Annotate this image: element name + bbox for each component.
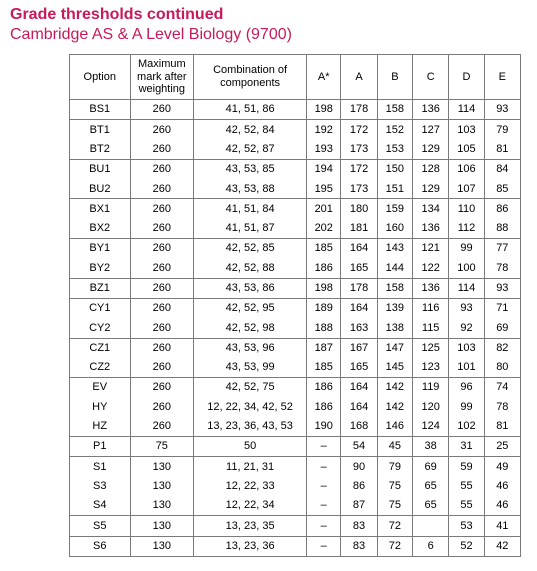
table-row	[70, 258, 521, 278]
cell-grade-b: 72	[377, 516, 412, 536]
table-row	[70, 318, 521, 338]
cell-grade-c: 134	[413, 199, 449, 219]
cell-grade-b: 79	[377, 457, 412, 477]
cell-grade-b: 142	[377, 378, 412, 398]
cell-maximum-mark: 260	[130, 159, 194, 179]
cell-grade-b: 158	[377, 278, 412, 298]
table-row	[70, 219, 521, 239]
cell-grade-a: 54	[341, 437, 377, 457]
cell-maximum-mark: 260	[130, 378, 194, 398]
cell-grade-a: 180	[341, 199, 377, 219]
cell-grade-a-star: 186	[307, 378, 341, 398]
cell-option: S6	[70, 536, 131, 556]
cell-grade-a-star: 201	[307, 199, 341, 219]
cell-grade-b: 142	[377, 397, 412, 416]
cell-maximum-mark: 260	[130, 358, 194, 378]
cell-grade-b: 158	[377, 100, 412, 120]
cell-combination: 42, 52, 75	[194, 378, 307, 398]
cell-grade-a: 173	[341, 179, 377, 199]
cell-maximum-mark: 130	[130, 496, 194, 516]
cell-combination: 43, 53, 86	[194, 278, 307, 298]
cell-combination: 42, 52, 95	[194, 298, 307, 318]
table-row	[70, 159, 521, 179]
cell-maximum-mark: 260	[130, 258, 194, 278]
cell-grade-a-star: 195	[307, 179, 341, 199]
cell-grade-d: 59	[449, 457, 484, 477]
cell-maximum-mark: 75	[130, 437, 194, 457]
cell-grade-c: 129	[413, 140, 449, 160]
cell-grade-e: 49	[484, 457, 520, 477]
cell-grade-a: 83	[341, 516, 377, 536]
cell-grade-a-star: 189	[307, 298, 341, 318]
cell-option: S5	[70, 516, 131, 536]
cell-combination: 13, 23, 35	[194, 516, 307, 536]
table-row	[70, 397, 521, 416]
cell-option: BU1	[70, 159, 131, 179]
cell-combination: 41, 51, 86	[194, 100, 307, 120]
cell-combination: 43, 53, 85	[194, 159, 307, 179]
cell-grade-a-star: –	[307, 457, 341, 477]
cell-grade-a: 172	[341, 159, 377, 179]
cell-maximum-mark: 260	[130, 179, 194, 199]
cell-maximum-mark: 260	[130, 100, 194, 120]
cell-grade-a-star: –	[307, 536, 341, 556]
cell-grade-b: 153	[377, 140, 412, 160]
cell-grade-c	[413, 516, 449, 536]
cell-option: HZ	[70, 417, 131, 437]
cell-option: CY1	[70, 298, 131, 318]
cell-grade-c: 136	[413, 100, 449, 120]
cell-grade-a: 167	[341, 338, 377, 358]
cell-grade-e: 42	[484, 536, 520, 556]
header-combination: Combination of components	[194, 55, 307, 100]
cell-grade-a-star: 185	[307, 358, 341, 378]
cell-grade-a: 83	[341, 536, 377, 556]
page-title: Grade thresholds continued	[10, 6, 224, 23]
cell-grade-c: 6	[413, 536, 449, 556]
cell-combination: 12, 22, 33	[194, 477, 307, 496]
cell-grade-d: 52	[449, 536, 484, 556]
table-row	[70, 417, 521, 437]
cell-grade-d: 96	[449, 378, 484, 398]
table-row	[70, 378, 521, 398]
table-row	[70, 100, 521, 120]
cell-grade-e: 69	[484, 318, 520, 338]
cell-grade-c: 129	[413, 179, 449, 199]
cell-combination: 13, 23, 36	[194, 536, 307, 556]
cell-grade-d: 100	[449, 258, 484, 278]
cell-grade-e: 41	[484, 516, 520, 536]
header-grade-d: D	[449, 55, 484, 100]
cell-maximum-mark: 260	[130, 338, 194, 358]
header-grade-e: E	[484, 55, 520, 100]
cell-grade-b: 151	[377, 179, 412, 199]
cell-option: CZ2	[70, 358, 131, 378]
table-row	[70, 120, 521, 140]
table-row	[70, 278, 521, 298]
cell-grade-a: 168	[341, 417, 377, 437]
cell-option: HY	[70, 397, 131, 416]
cell-maximum-mark: 260	[130, 397, 194, 416]
table-row	[70, 338, 521, 358]
table-row	[70, 298, 521, 318]
cell-grade-e: 25	[484, 437, 520, 457]
cell-grade-b: 138	[377, 318, 412, 338]
cell-grade-e: 79	[484, 120, 520, 140]
cell-grade-b: 146	[377, 417, 412, 437]
cell-grade-d: 114	[449, 100, 484, 120]
header-option: Option	[70, 55, 131, 100]
cell-grade-b: 143	[377, 239, 412, 259]
cell-combination: 41, 51, 87	[194, 219, 307, 239]
table-row	[70, 536, 521, 556]
header-grade-c: C	[413, 55, 449, 100]
cell-grade-d: 106	[449, 159, 484, 179]
cell-grade-c: 127	[413, 120, 449, 140]
cell-grade-e: 80	[484, 358, 520, 378]
cell-grade-a-star: –	[307, 516, 341, 536]
cell-grade-d: 55	[449, 496, 484, 516]
header-maximum-mark: Maximum mark after weighting	[130, 55, 194, 100]
cell-grade-a-star: 186	[307, 397, 341, 416]
table-row	[70, 179, 521, 199]
cell-grade-d: 105	[449, 140, 484, 160]
cell-maximum-mark: 260	[130, 140, 194, 160]
cell-maximum-mark: 260	[130, 417, 194, 437]
cell-combination: 43, 53, 96	[194, 338, 307, 358]
cell-grade-e: 78	[484, 258, 520, 278]
cell-grade-a: 164	[341, 397, 377, 416]
cell-grade-d: 107	[449, 179, 484, 199]
cell-grade-a-star: 192	[307, 120, 341, 140]
cell-grade-d: 55	[449, 477, 484, 496]
cell-maximum-mark: 260	[130, 298, 194, 318]
cell-grade-e: 88	[484, 219, 520, 239]
cell-grade-a: 163	[341, 318, 377, 338]
cell-grade-c: 125	[413, 338, 449, 358]
cell-grade-e: 46	[484, 477, 520, 496]
cell-option: S3	[70, 477, 131, 496]
cell-maximum-mark: 260	[130, 120, 194, 140]
cell-option: BT1	[70, 120, 131, 140]
cell-grade-a: 181	[341, 219, 377, 239]
cell-grade-e: 93	[484, 278, 520, 298]
cell-option: EV	[70, 378, 131, 398]
grade-thresholds-table	[69, 54, 521, 557]
cell-grade-e: 74	[484, 378, 520, 398]
cell-grade-d: 110	[449, 199, 484, 219]
cell-grade-c: 128	[413, 159, 449, 179]
cell-grade-b: 160	[377, 219, 412, 239]
cell-grade-c: 122	[413, 258, 449, 278]
cell-combination: 12, 22, 34, 42, 52	[194, 397, 307, 416]
cell-maximum-mark: 260	[130, 219, 194, 239]
cell-grade-c: 65	[413, 477, 449, 496]
table-row	[70, 457, 521, 477]
cell-grade-b: 139	[377, 298, 412, 318]
cell-option: S4	[70, 496, 131, 516]
cell-grade-b: 75	[377, 477, 412, 496]
page-subtitle: Cambridge AS & A Level Biology (9700)	[10, 26, 292, 43]
cell-grade-a-star: 198	[307, 100, 341, 120]
table-row	[70, 516, 521, 536]
cell-grade-c: 115	[413, 318, 449, 338]
cell-grade-a-star: 202	[307, 219, 341, 239]
cell-option: BY2	[70, 258, 131, 278]
cell-combination: 11, 21, 31	[194, 457, 307, 477]
cell-grade-d: 53	[449, 516, 484, 536]
cell-grade-e: 77	[484, 239, 520, 259]
cell-grade-c: 38	[413, 437, 449, 457]
cell-grade-d: 99	[449, 239, 484, 259]
cell-grade-a-star: 198	[307, 278, 341, 298]
cell-grade-c: 116	[413, 298, 449, 318]
cell-grade-e: 46	[484, 496, 520, 516]
cell-combination: 42, 52, 88	[194, 258, 307, 278]
cell-grade-b: 159	[377, 199, 412, 219]
cell-grade-d: 103	[449, 338, 484, 358]
cell-grade-a: 165	[341, 358, 377, 378]
cell-grade-a-star: 187	[307, 338, 341, 358]
cell-grade-a-star: –	[307, 496, 341, 516]
cell-grade-d: 93	[449, 298, 484, 318]
cell-combination: 41, 51, 84	[194, 199, 307, 219]
cell-grade-a: 178	[341, 100, 377, 120]
cell-grade-a: 87	[341, 496, 377, 516]
cell-option: BX2	[70, 219, 131, 239]
cell-grade-b: 152	[377, 120, 412, 140]
cell-grade-e: 71	[484, 298, 520, 318]
cell-grade-d: 31	[449, 437, 484, 457]
cell-option: BT2	[70, 140, 131, 160]
cell-grade-c: 121	[413, 239, 449, 259]
cell-grade-c: 123	[413, 358, 449, 378]
cell-maximum-mark: 130	[130, 516, 194, 536]
cell-grade-a: 164	[341, 378, 377, 398]
cell-grade-e: 81	[484, 417, 520, 437]
cell-grade-b: 72	[377, 536, 412, 556]
table-header-row	[70, 55, 521, 100]
cell-maximum-mark: 130	[130, 457, 194, 477]
cell-combination: 42, 52, 87	[194, 140, 307, 160]
cell-grade-a: 164	[341, 298, 377, 318]
cell-combination: 42, 52, 85	[194, 239, 307, 259]
cell-grade-a-star: 186	[307, 258, 341, 278]
cell-grade-d: 92	[449, 318, 484, 338]
header-grade-b: B	[377, 55, 412, 100]
cell-grade-e: 78	[484, 397, 520, 416]
cell-maximum-mark: 260	[130, 199, 194, 219]
cell-maximum-mark: 130	[130, 477, 194, 496]
cell-combination: 13, 23, 36, 43, 53	[194, 417, 307, 437]
cell-grade-d: 114	[449, 278, 484, 298]
cell-grade-a-star: 194	[307, 159, 341, 179]
cell-option: CY2	[70, 318, 131, 338]
cell-grade-a-star: –	[307, 437, 341, 457]
cell-option: P1	[70, 437, 131, 457]
cell-option: BX1	[70, 199, 131, 219]
cell-combination: 50	[194, 437, 307, 457]
cell-maximum-mark: 130	[130, 536, 194, 556]
table-row	[70, 496, 521, 516]
cell-grade-a: 178	[341, 278, 377, 298]
cell-maximum-mark: 260	[130, 278, 194, 298]
cell-option: BZ1	[70, 278, 131, 298]
cell-maximum-mark: 260	[130, 318, 194, 338]
cell-grade-a: 173	[341, 140, 377, 160]
cell-grade-b: 45	[377, 437, 412, 457]
cell-combination: 43, 53, 88	[194, 179, 307, 199]
cell-grade-d: 101	[449, 358, 484, 378]
cell-grade-e: 93	[484, 100, 520, 120]
cell-grade-a-star: 190	[307, 417, 341, 437]
cell-grade-e: 84	[484, 159, 520, 179]
cell-grade-d: 112	[449, 219, 484, 239]
cell-option: BS1	[70, 100, 131, 120]
cell-grade-a: 172	[341, 120, 377, 140]
cell-grade-c: 136	[413, 219, 449, 239]
cell-grade-e: 82	[484, 338, 520, 358]
cell-grade-b: 147	[377, 338, 412, 358]
cell-grade-e: 81	[484, 140, 520, 160]
table-row	[70, 199, 521, 219]
table-row	[70, 477, 521, 496]
cell-grade-e: 86	[484, 199, 520, 219]
table-row	[70, 437, 521, 457]
cell-grade-a-star: –	[307, 477, 341, 496]
cell-maximum-mark: 260	[130, 239, 194, 259]
cell-option: CZ1	[70, 338, 131, 358]
cell-option: S1	[70, 457, 131, 477]
cell-grade-c: 65	[413, 496, 449, 516]
cell-grade-d: 99	[449, 397, 484, 416]
cell-grade-c: 136	[413, 278, 449, 298]
table-row	[70, 358, 521, 378]
cell-grade-b: 144	[377, 258, 412, 278]
cell-grade-a: 90	[341, 457, 377, 477]
table-row	[70, 140, 521, 160]
cell-option: BU2	[70, 179, 131, 199]
header-grade-a: A	[341, 55, 377, 100]
cell-grade-c: 124	[413, 417, 449, 437]
cell-combination: 43, 53, 99	[194, 358, 307, 378]
cell-grade-c: 120	[413, 397, 449, 416]
cell-grade-e: 85	[484, 179, 520, 199]
cell-grade-a: 164	[341, 239, 377, 259]
cell-grade-b: 145	[377, 358, 412, 378]
cell-grade-d: 102	[449, 417, 484, 437]
cell-combination: 42, 52, 84	[194, 120, 307, 140]
cell-grade-c: 69	[413, 457, 449, 477]
cell-combination: 42, 52, 98	[194, 318, 307, 338]
cell-grade-b: 150	[377, 159, 412, 179]
cell-option: BY1	[70, 239, 131, 259]
cell-combination: 12, 22, 34	[194, 496, 307, 516]
cell-grade-a-star: 188	[307, 318, 341, 338]
header-grade-a-star: A*	[307, 55, 341, 100]
cell-grade-c: 119	[413, 378, 449, 398]
cell-grade-b: 75	[377, 496, 412, 516]
table-row	[70, 239, 521, 259]
cell-grade-a-star: 185	[307, 239, 341, 259]
cell-grade-d: 103	[449, 120, 484, 140]
cell-grade-a: 165	[341, 258, 377, 278]
cell-grade-a: 86	[341, 477, 377, 496]
cell-grade-a-star: 193	[307, 140, 341, 160]
